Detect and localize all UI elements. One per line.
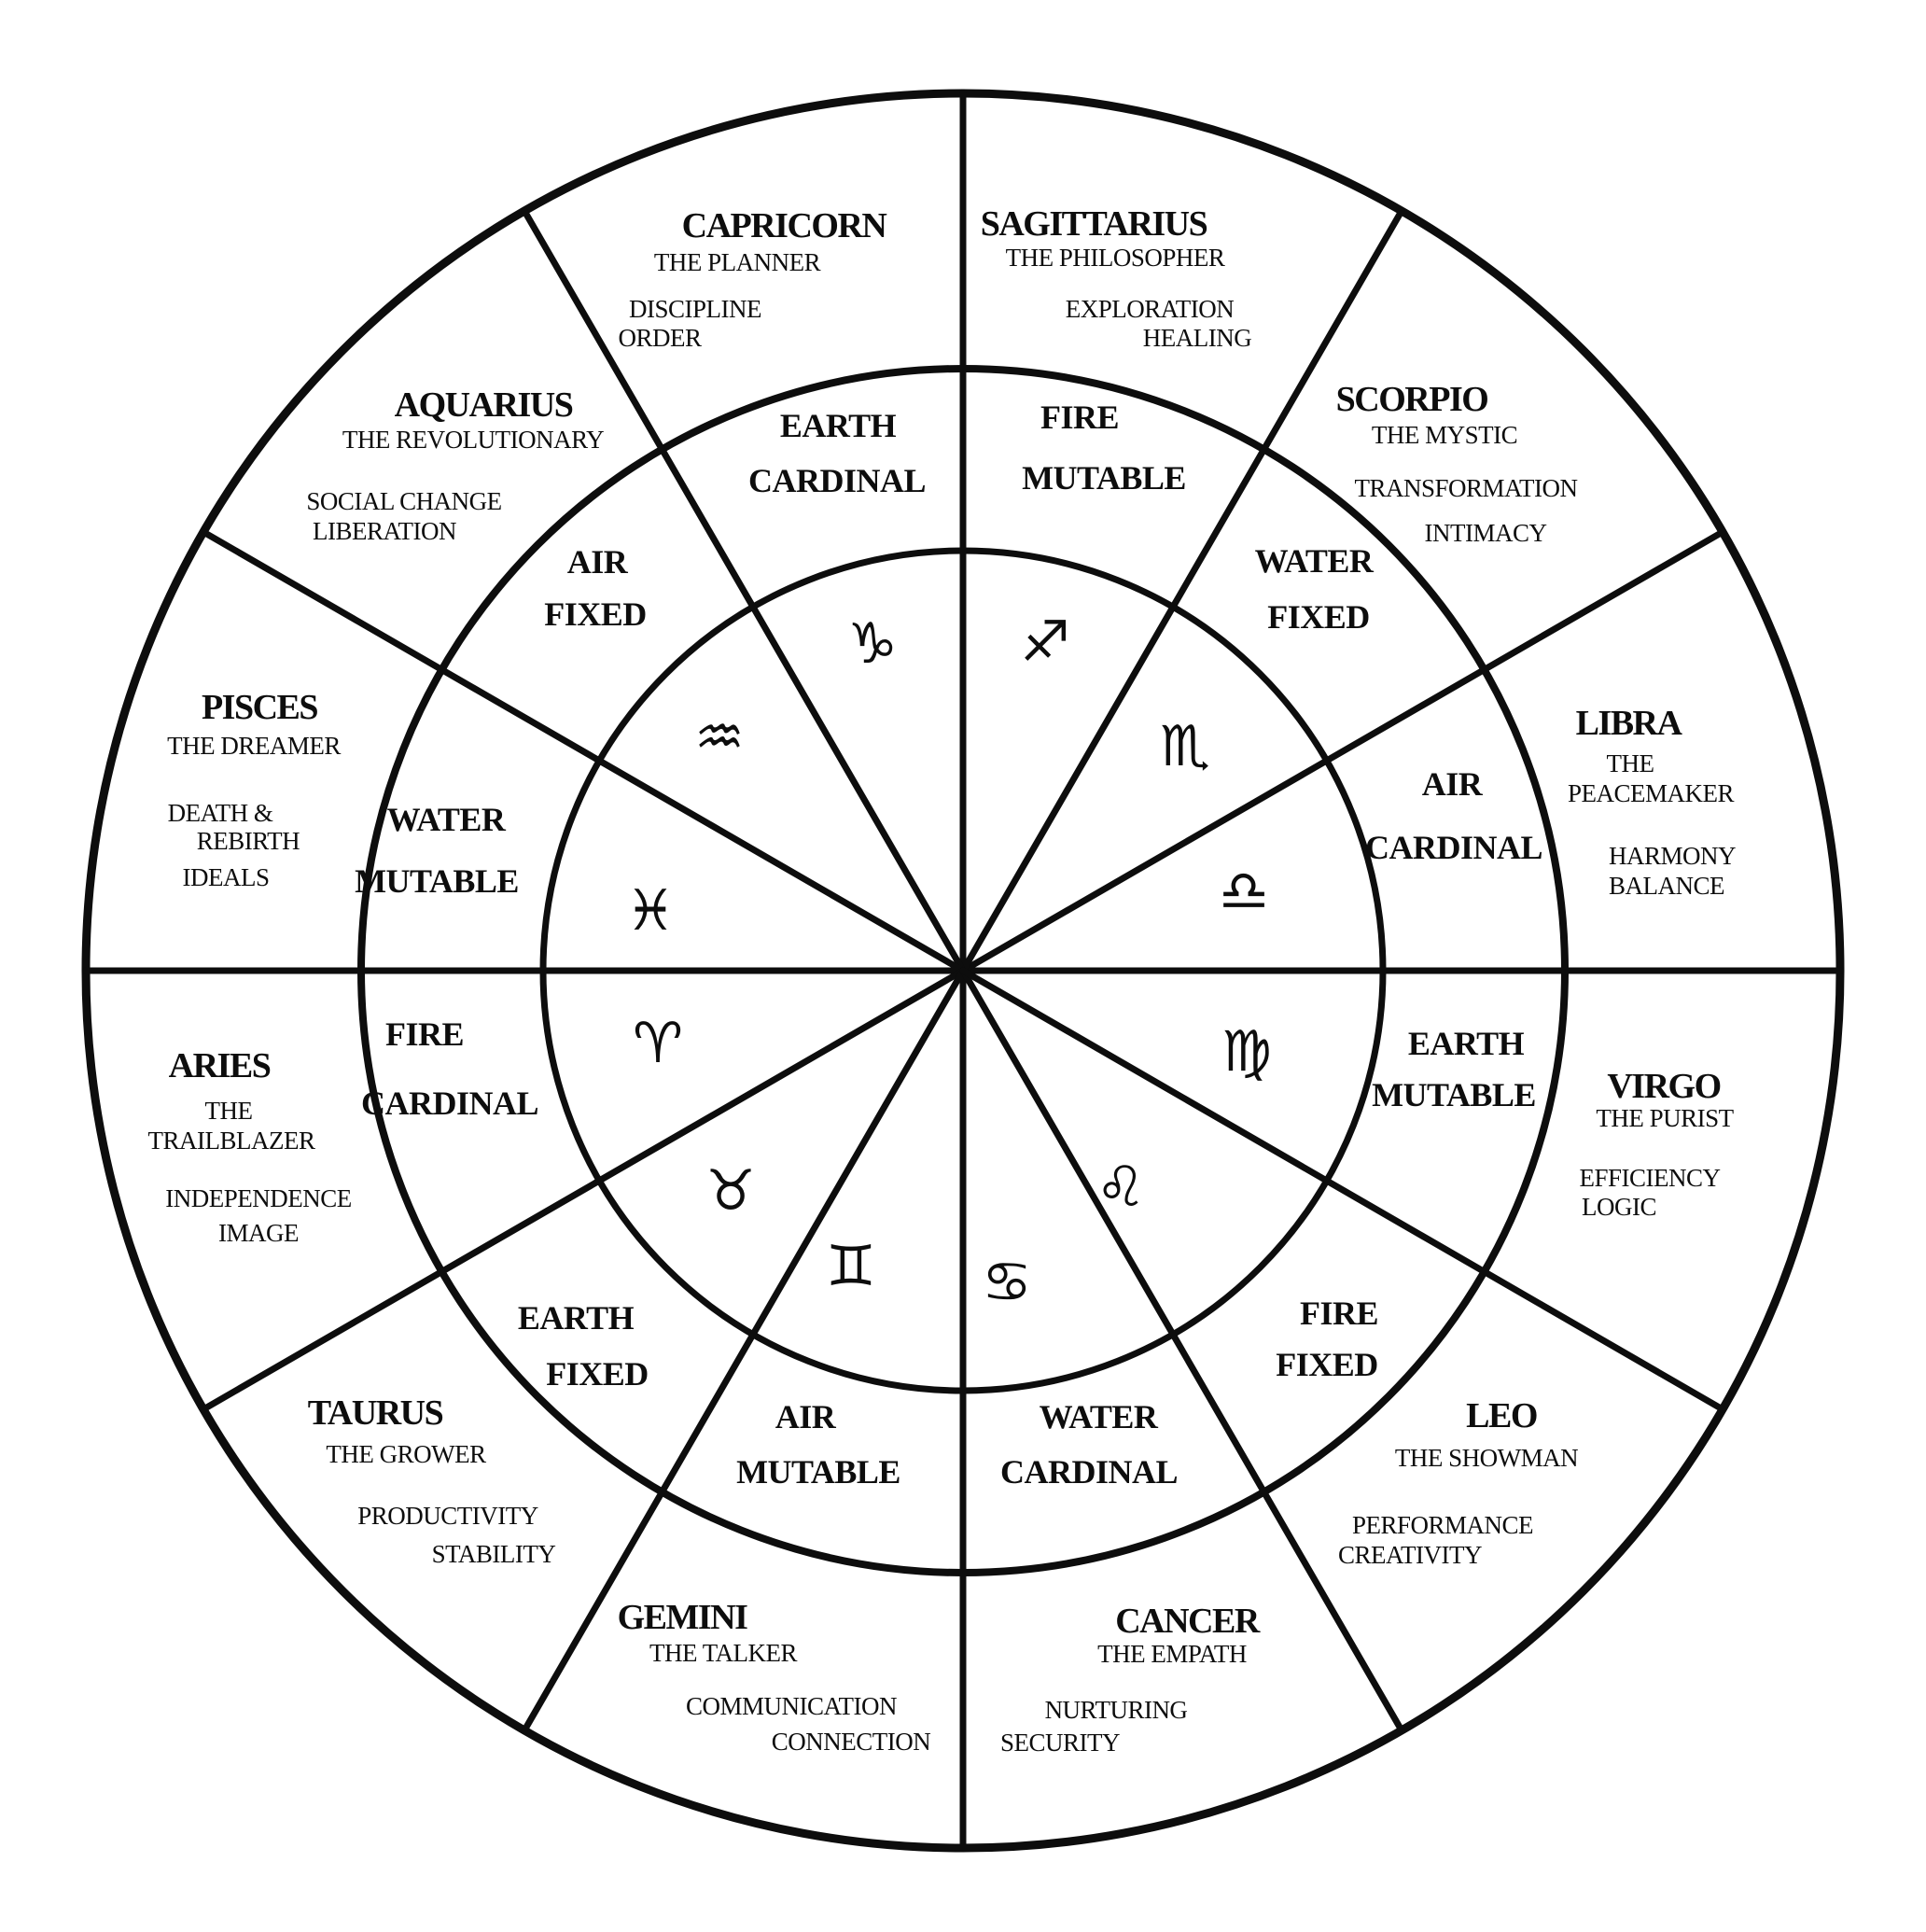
gemini-name: GEMINI — [617, 1598, 747, 1637]
cancer-modality: CARDINAL — [999, 1453, 1179, 1491]
libra-epithet-line1: THE — [1606, 749, 1654, 777]
aquarius-glyph-icon: ♒ — [694, 705, 745, 770]
libra-name: LIBRA — [1575, 704, 1682, 743]
virgo-name: VIRGO — [1607, 1067, 1721, 1106]
scorpio-keyword-2: INTIMACY — [1424, 519, 1547, 547]
aries-keyword-2: IMAGE — [218, 1219, 299, 1247]
sector-capricorn — [618, 206, 926, 677]
aries-glyph-icon: ♈ — [633, 1011, 683, 1076]
scorpio-keyword-1: TRANSFORMATION — [1354, 474, 1578, 502]
scorpio-name: SCORPIO — [1335, 380, 1488, 419]
virgo-epithet-line1: THE PURIST — [1596, 1104, 1734, 1132]
aries-keyword-1: INDEPENDENCE — [165, 1184, 352, 1212]
sagittarius-glyph-icon: ♐ — [1020, 609, 1070, 675]
capricorn-keyword-2: ORDER — [618, 324, 702, 352]
pisces-keyword-2: REBIRTH — [196, 827, 300, 855]
virgo-modality: MUTABLE — [1372, 1076, 1536, 1113]
sector-leo — [1096, 1155, 1578, 1569]
aquarius-element: AIR — [566, 543, 628, 581]
pisces-epithet-line1: THE DREAMER — [167, 732, 341, 760]
taurus-glyph-icon: ♉ — [705, 1158, 756, 1224]
spoke-120deg — [524, 211, 963, 971]
scorpio-glyph-icon: ♏ — [1160, 714, 1210, 779]
cancer-epithet-line1: THE EMPATH — [1097, 1640, 1247, 1668]
sector-cancer — [982, 1250, 1261, 1757]
sector-sagittarius — [981, 204, 1252, 675]
sagittarius-element: FIRE — [1040, 399, 1120, 436]
sagittarius-epithet-line1: THE PHILOSOPHER — [1005, 244, 1225, 272]
sector-scorpio — [1160, 380, 1577, 779]
libra-glyph-icon: ♎ — [1219, 859, 1269, 924]
taurus-name: TAURUS — [307, 1393, 443, 1433]
scorpio-modality: FIXED — [1267, 598, 1370, 636]
pisces-glyph-icon: ♓ — [625, 878, 676, 944]
aquarius-epithet-line1: THE REVOLUTIONARY — [342, 426, 605, 454]
libra-keyword-1: HARMONY — [1608, 842, 1737, 870]
leo-glyph-icon: ♌ — [1096, 1155, 1146, 1220]
sector-libra — [1219, 704, 1736, 924]
capricorn-element: EARTH — [779, 407, 897, 444]
aquarius-keyword-2: LIBERATION — [313, 517, 456, 545]
aries-epithet-line1: THE — [204, 1097, 253, 1125]
pisces-element: WATER — [386, 801, 506, 838]
capricorn-modality: CARDINAL — [747, 462, 927, 499]
pisces-keyword-3: IDEALS — [182, 863, 270, 891]
aries-modality: CARDINAL — [360, 1085, 539, 1122]
libra-modality: CARDINAL — [1364, 829, 1543, 866]
gemini-epithet-line1: THE TALKER — [649, 1639, 798, 1667]
gemini-keyword-2: CONNECTION — [771, 1728, 931, 1756]
pisces-keyword-1: DEATH & — [167, 799, 273, 827]
sagittarius-name: SAGITTARIUS — [980, 204, 1207, 244]
capricorn-epithet-line1: THE PLANNER — [653, 248, 821, 276]
libra-keyword-2: BALANCE — [1609, 872, 1724, 900]
cancer-name: CANCER — [1115, 1602, 1259, 1641]
gemini-glyph-icon: ♊ — [826, 1234, 876, 1299]
scorpio-epithet-line1: THE MYSTIC — [1371, 421, 1518, 449]
taurus-keyword-2: STABILITY — [431, 1540, 556, 1568]
taurus-keyword-1: PRODUCTIVITY — [357, 1502, 538, 1530]
aquarius-keyword-1: SOCIAL CHANGE — [306, 487, 502, 515]
sagittarius-keyword-1: EXPLORATION — [1065, 295, 1235, 323]
leo-epithet-line1: THE SHOWMAN — [1394, 1444, 1579, 1472]
virgo-keyword-1: EFFICIENCY — [1579, 1164, 1721, 1192]
gemini-element: AIR — [775, 1398, 836, 1435]
leo-name: LEO — [1466, 1396, 1537, 1435]
leo-keyword-1: PERFORMANCE — [1351, 1511, 1534, 1539]
gemini-keyword-1: COMMUNICATION — [685, 1692, 898, 1720]
aries-element: FIRE — [384, 1015, 465, 1053]
capricorn-name: CAPRICORN — [681, 206, 886, 245]
virgo-keyword-2: LOGIC — [1582, 1193, 1656, 1221]
cancer-keyword-2: SECURITY — [999, 1729, 1121, 1757]
sector-virgo — [1221, 1019, 1735, 1221]
sagittarius-keyword-2: HEALING — [1142, 324, 1252, 352]
taurus-modality: FIXED — [546, 1355, 649, 1393]
sagittarius-modality: MUTABLE — [1022, 459, 1186, 497]
taurus-epithet-line1: THE GROWER — [326, 1440, 486, 1468]
sector-divider-lines — [86, 93, 1840, 1848]
leo-element: FIRE — [1299, 1295, 1379, 1332]
scorpio-element: WATER — [1254, 542, 1374, 580]
leo-modality: FIXED — [1276, 1346, 1378, 1383]
taurus-element: EARTH — [517, 1299, 635, 1337]
aries-name: ARIES — [168, 1046, 271, 1085]
pisces-name: PISCES — [201, 688, 318, 727]
aquarius-modality: FIXED — [544, 595, 647, 633]
sector-pisces — [167, 688, 676, 944]
cancer-element: WATER — [1039, 1398, 1158, 1435]
capricorn-keyword-1: DISCIPLINE — [629, 295, 761, 323]
leo-keyword-2: CREATIVITY — [1338, 1541, 1482, 1569]
virgo-element: EARTH — [1407, 1025, 1525, 1062]
gemini-modality: MUTABLE — [736, 1453, 900, 1491]
aries-epithet-line2: TRAILBLAZER — [147, 1127, 315, 1155]
libra-epithet-line2: PEACEMAKER — [1567, 779, 1735, 807]
pisces-modality: MUTABLE — [355, 862, 519, 900]
libra-element: AIR — [1421, 765, 1483, 803]
cancer-glyph-icon: ♋ — [982, 1250, 1032, 1315]
virgo-glyph-icon: ♍ — [1221, 1019, 1272, 1085]
cancer-keyword-1: NURTURING — [1044, 1696, 1188, 1724]
capricorn-glyph-icon: ♑ — [847, 611, 898, 677]
aquarius-name: AQUARIUS — [394, 385, 573, 425]
